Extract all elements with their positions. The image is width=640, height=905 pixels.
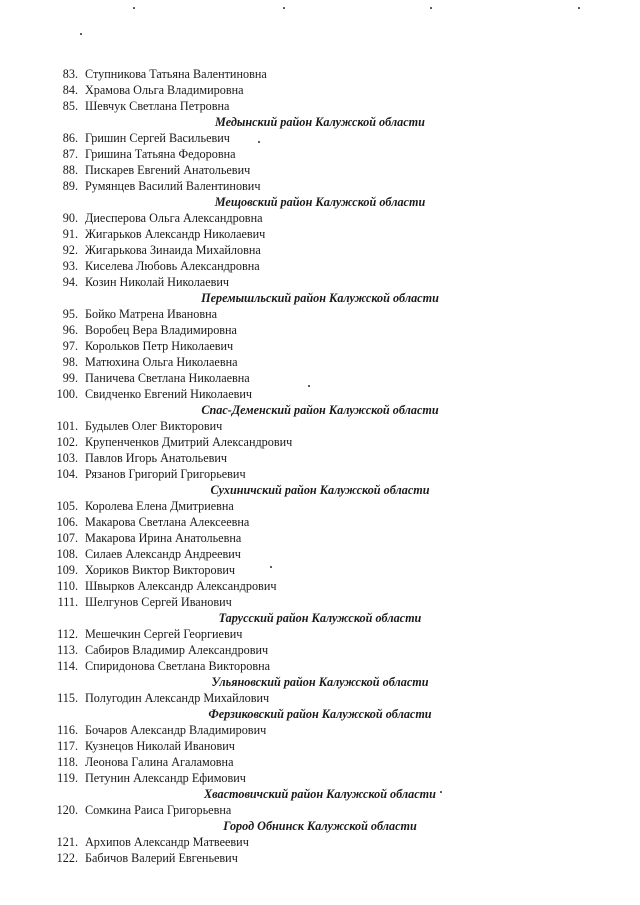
list-item (0, 850, 640, 866)
list-item-name: Румянцев Василий Валентинович (85, 179, 261, 193)
list-item-number: 85. (62, 99, 78, 113)
scan-speck (283, 7, 285, 9)
list-item-name: Гришина Татьяна Федоровна (85, 147, 236, 161)
list-item (0, 754, 640, 770)
list-item-name: Бойко Матрена Ивановна (85, 307, 218, 321)
list-item (0, 466, 640, 482)
list-item (0, 322, 640, 338)
list-item (0, 738, 640, 754)
list-item-name: Матюхина Ольга Николаевна (85, 355, 238, 369)
list-item-number: 86. (62, 131, 78, 145)
list-item (0, 338, 640, 354)
list-item-number: 99. (62, 371, 78, 385)
list-item-name: Шелгунов Сергей Иванович (85, 595, 232, 609)
list-item-name: Сабиров Владимир Александрович (85, 643, 269, 657)
list-item-number: 115. (57, 691, 78, 705)
list-item-number: 105. (56, 499, 78, 513)
list-item-name: Сомкина Раиса Григорьевна (85, 803, 232, 817)
list-item (0, 546, 640, 562)
list-item-name: Пискарев Евгений Анатольевич (85, 163, 251, 177)
list-item-number: 106. (56, 515, 78, 529)
list-item-name: Жигарьков Александр Николаевич (85, 227, 266, 241)
list-item (0, 418, 640, 434)
list-item-name: Бабичов Валерий Евгеньевич (85, 851, 238, 865)
list-item-number: 121. (56, 835, 78, 849)
list-item-name: Корольков Петр Николаевич (85, 339, 234, 353)
list-item (0, 386, 640, 402)
list-item-name: Петунин Александр Ефимович (85, 771, 246, 785)
list-item (0, 626, 640, 642)
list-item-number: 108. (56, 547, 78, 561)
list-item-number: 93. (62, 259, 78, 273)
list-item (0, 98, 640, 114)
district-heading: Ферзиковский район Калужской области (208, 707, 432, 721)
list-item-number: 88. (62, 163, 78, 177)
list-item (0, 642, 640, 658)
list-item-name: Ступникова Татьяна Валентиновна (85, 67, 267, 81)
list-item-name: Свидченко Евгений Николаевич (85, 387, 253, 401)
list-item-name: Воробец Вера Владимировна (85, 323, 237, 337)
list-item-name: Архипов Александр Матвеевич (85, 835, 249, 849)
list-item-number: 104. (56, 467, 78, 481)
list-item (0, 226, 640, 242)
list-item-number: 102. (56, 435, 78, 449)
list-item (0, 562, 640, 578)
list-item-number: 119. (57, 771, 78, 785)
list-item-number: 94. (62, 275, 78, 289)
list-item-name: Будылев Олег Викторович (85, 419, 223, 433)
list-item-number: 90. (62, 211, 78, 225)
list-item-name: Хориков Виктор Викторович (85, 563, 236, 577)
list-item-name: Павлов Игорь Анатольевич (85, 451, 228, 465)
list-item-name: Королева Елена Дмитриевна (85, 499, 234, 513)
list-item-number: 111. (57, 595, 78, 609)
list-item (0, 690, 640, 706)
list-item-number: 107. (56, 531, 78, 545)
district-heading: Город Обнинск Калужской области (223, 819, 417, 833)
list-item-number: 96. (62, 323, 78, 337)
list-item-number: 100. (56, 387, 78, 401)
list-item-number: 92. (62, 243, 78, 257)
list-item-name: Спиридонова Светлана Викторовна (85, 659, 271, 673)
list-item-number: 95. (62, 307, 78, 321)
district-heading: Ульяновский район Калужской области (211, 675, 429, 689)
list-item (0, 530, 640, 546)
list-item (0, 802, 640, 818)
district-heading: Мещовский район Калужской области (214, 195, 426, 209)
scan-speck (80, 33, 82, 35)
list-item-number: 122. (56, 851, 78, 865)
list-item-name: Гришин Сергей Васильевич (85, 131, 230, 145)
district-heading: Хвастовичский район Калужской области (204, 787, 436, 801)
list-item-number: 101. (56, 419, 78, 433)
list-item (0, 658, 640, 674)
list-item-name: Полугодин Александр Михайлович (85, 691, 270, 705)
list-item-number: 118. (57, 755, 78, 769)
list-item (0, 306, 640, 322)
list-item-number: 97. (62, 339, 78, 353)
list-item (0, 370, 640, 386)
list-item (0, 578, 640, 594)
list-item-number: 117. (57, 739, 78, 753)
list-item-number: 113. (57, 643, 78, 657)
list-item-name: Макарова Ирина Анатольевна (85, 531, 242, 545)
list-item-number: 83. (62, 67, 78, 81)
list-item (0, 354, 640, 370)
list-item-name: Диесперова Ольга Александровна (85, 211, 263, 225)
district-heading: Сухиничский район Калужской области (210, 483, 430, 497)
list-item (0, 178, 640, 194)
list-item-number: 112. (57, 627, 78, 641)
district-heading: Медынский район Калужской области (215, 115, 425, 129)
list-item-name: Паничева Светлана Николаевна (85, 371, 250, 385)
list-item (0, 258, 640, 274)
list-item-number: 84. (62, 83, 78, 97)
list-item-number: 120. (56, 803, 78, 817)
scan-speck (578, 7, 580, 9)
list-item-name: Рязанов Григорий Григорьевич (85, 467, 246, 481)
list-item-number: 114. (57, 659, 78, 673)
list-item-name: Киселева Любовь Александровна (85, 259, 260, 273)
list-item (0, 210, 640, 226)
list-item (0, 82, 640, 98)
list-item (0, 594, 640, 610)
list-item-name: Мешечкин Сергей Георгиевич (85, 627, 243, 641)
list-item (0, 130, 640, 146)
list-item-number: 89. (62, 179, 78, 193)
scan-speck (133, 7, 135, 9)
list-item (0, 242, 640, 258)
list-item-name: Силаев Александр Андреевич (85, 547, 241, 561)
list-item (0, 434, 640, 450)
list-item-number: 116. (57, 723, 78, 737)
list-item-name: Шевчук Светлана Петровна (85, 99, 230, 113)
list-item (0, 274, 640, 290)
district-heading: Перемышльский район Калужской области (201, 291, 439, 305)
district-heading: Спас-Деменский район Калужской области (201, 403, 439, 417)
list-item-name: Леонова Галина Агаламовна (85, 755, 234, 769)
list-item (0, 722, 640, 738)
list-item (0, 162, 640, 178)
scan-speck (430, 7, 432, 9)
list-item-name: Храмова Ольга Владимировна (85, 83, 244, 97)
list-item (0, 450, 640, 466)
district-heading: Тарусский район Калужской области (218, 611, 422, 625)
list-item-number: 87. (62, 147, 78, 161)
list-item (0, 66, 640, 82)
name-list (0, 66, 640, 866)
list-item-name: Жигарькова Зинаида Михайловна (85, 243, 261, 257)
list-item (0, 146, 640, 162)
list-item (0, 770, 640, 786)
list-item-number: 91. (62, 227, 78, 241)
list-item-number: 109. (56, 563, 78, 577)
list-item-name: Бочаров Александр Владимирович (85, 723, 267, 737)
list-item-name: Кузнецов Николай Иванович (85, 739, 235, 753)
list-item (0, 498, 640, 514)
list-item (0, 514, 640, 530)
list-item-name: Макарова Светлана Алексеевна (85, 515, 250, 529)
list-item (0, 834, 640, 850)
list-item-name: Козин Николай Николаевич (85, 275, 230, 289)
list-item-number: 98. (62, 355, 78, 369)
list-item-name: Крупенченков Дмитрий Александрович (85, 435, 293, 449)
list-item-number: 110. (57, 579, 78, 593)
list-item-number: 103. (56, 451, 78, 465)
list-item-name: Швырков Александр Александрович (85, 579, 277, 593)
